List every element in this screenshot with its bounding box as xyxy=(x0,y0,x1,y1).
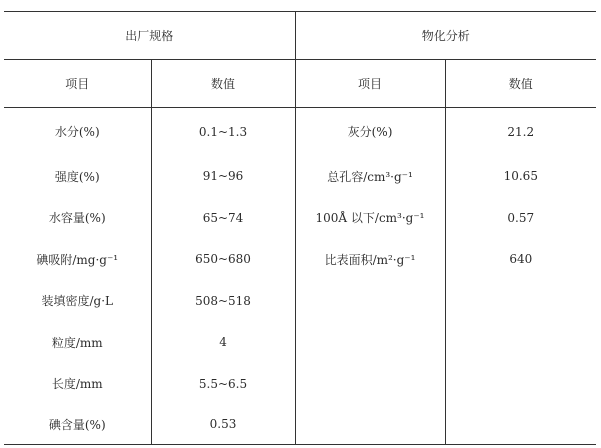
analysis-item xyxy=(295,405,445,445)
analysis-value: 10.65 xyxy=(503,169,538,184)
table-row xyxy=(4,363,596,405)
spec-value: 0.53 xyxy=(151,405,295,445)
analysis-value: 21.2 xyxy=(507,124,535,139)
spec-item: 强度(%) xyxy=(4,156,151,198)
column-header-item-right: 项目 xyxy=(295,60,445,108)
analysis-value: 0.57 xyxy=(507,210,535,225)
table-row xyxy=(4,280,596,322)
analysis-item xyxy=(295,363,445,405)
analysis-item: 比表面积/m²·g⁻¹ xyxy=(295,239,445,281)
analysis-value xyxy=(445,280,596,322)
analysis-item xyxy=(295,280,445,322)
analysis-item: 总孔容/cm³·g⁻¹ xyxy=(295,156,445,198)
spec-item: 水容量(%) xyxy=(4,197,151,239)
table-row xyxy=(4,239,596,281)
spec-item: 装填密度/g·L xyxy=(4,280,151,322)
analysis-item xyxy=(295,322,445,364)
spec-item: 碘吸附/mg·g⁻¹ xyxy=(4,239,151,281)
spec-item: 碘含量(%) xyxy=(4,405,151,445)
analysis-value: 640 xyxy=(509,252,533,267)
spec-value: 91~96 xyxy=(151,156,295,198)
spec-table xyxy=(4,11,596,445)
spec-value: 5.5~6.5 xyxy=(151,363,295,405)
analysis-value xyxy=(445,405,596,445)
group-header-physchem-analysis: 物化分析 xyxy=(295,12,596,60)
column-header-value-right: 数值 xyxy=(445,60,596,108)
spec-value: 508~518 xyxy=(151,280,295,322)
spec-value: 0.1~1.3 xyxy=(151,108,295,156)
analysis-item: 灰分(%) xyxy=(295,108,445,156)
spec-value: 4 xyxy=(151,322,295,364)
spec-item: 长度/mm xyxy=(4,363,151,405)
table-row xyxy=(4,322,596,364)
analysis-value xyxy=(445,322,596,364)
column-header-value-left: 数值 xyxy=(151,60,295,108)
table-row xyxy=(4,156,596,198)
spec-item: 水分(%) xyxy=(4,108,151,156)
table-row xyxy=(4,197,596,239)
spec-item: 粒度/mm xyxy=(4,322,151,364)
group-header-factory-spec: 出厂规格 xyxy=(4,12,295,60)
analysis-item: 100Å 以下/cm³·g⁻¹ xyxy=(295,197,445,239)
table-row xyxy=(4,108,596,156)
column-header-item-left: 项目 xyxy=(4,60,151,108)
analysis-value xyxy=(445,363,596,405)
spec-value: 65~74 xyxy=(151,197,295,239)
table-row xyxy=(4,405,596,445)
spec-value: 650~680 xyxy=(151,239,295,281)
